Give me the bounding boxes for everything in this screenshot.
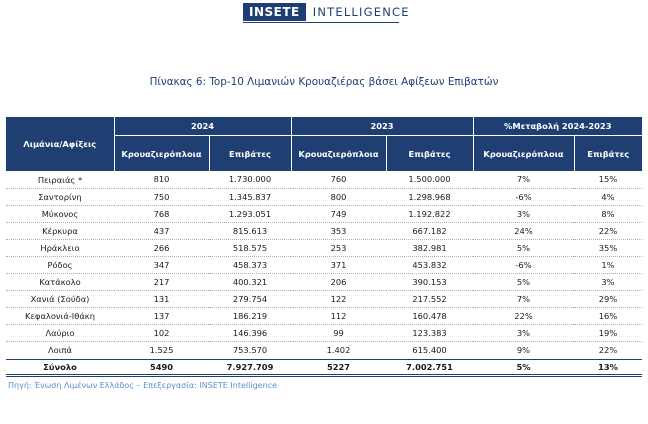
ships-2024-cell: 102 [114, 325, 209, 342]
passengers-2023-cell: 1.500.000 [386, 171, 473, 188]
group-header-change: %Μεταβολή 2024-2023 [473, 117, 642, 136]
ships-2024-cell: 750 [114, 188, 209, 205]
total-ships-change-cell: 5% [473, 359, 574, 375]
table-row [6, 222, 642, 239]
ships-2024-cell: 347 [114, 256, 209, 273]
passengers-change-cell: 22% [574, 222, 642, 239]
passengers-change-cell: 8% [574, 205, 642, 222]
ships-change-cell: 5% [473, 274, 574, 291]
table-row [6, 171, 642, 188]
ships-2023-cell: 749 [291, 205, 386, 222]
table-row [6, 256, 642, 273]
port-name-cell: Λαύριο [6, 325, 114, 342]
ships-2024-cell: 266 [114, 239, 209, 256]
ships-2024-cell: 810 [114, 171, 209, 188]
passengers-2023-cell: 390.153 [386, 274, 473, 291]
subheader-passengers-2023: Επιβάτες [386, 136, 473, 172]
table-row [6, 188, 642, 205]
ships-2023-cell: 371 [291, 256, 386, 273]
subheader-ships-change: Κρουαζιερόπλοια [473, 136, 574, 172]
insete-logo [243, 3, 410, 21]
logo-underline [243, 22, 399, 23]
port-name-cell: Χανιά (Σούδα) [6, 291, 114, 308]
passengers-2024-cell: 753.570 [209, 342, 291, 359]
passengers-2024-cell: 1.345.837 [209, 188, 291, 205]
ships-2024-cell: 217 [114, 274, 209, 291]
ships-change-cell: 22% [473, 308, 574, 325]
table-row [6, 274, 642, 291]
subheader-passengers-2024: Επιβάτες [209, 136, 291, 172]
group-header-2023: 2023 [291, 117, 473, 136]
ships-change-cell: 3% [473, 325, 574, 342]
total-port-name-cell: Σύνολο [6, 359, 114, 375]
ships-change-cell: -6% [473, 256, 574, 273]
ships-change-cell: 3% [473, 205, 574, 222]
cruise-ports-table [6, 117, 642, 377]
table-row [6, 205, 642, 222]
passengers-2024-cell: 815.613 [209, 222, 291, 239]
passengers-change-cell: 29% [574, 291, 642, 308]
passengers-change-cell: 22% [574, 342, 642, 359]
passengers-2024-cell: 458.373 [209, 256, 291, 273]
port-name-cell: Σαντορίνη [6, 188, 114, 205]
total-passengers-2024-cell: 7.927.709 [209, 359, 291, 375]
ships-2023-cell: 122 [291, 291, 386, 308]
subheader-ships-2023: Κρουαζιερόπλοια [291, 136, 386, 172]
ships-2023-cell: 253 [291, 239, 386, 256]
port-name-cell: Ρόδος [6, 256, 114, 273]
group-header-2024: 2024 [114, 117, 291, 136]
port-name-cell: Ηράκλειο [6, 239, 114, 256]
ships-2023-cell: 353 [291, 222, 386, 239]
passengers-2024-cell: 518.575 [209, 239, 291, 256]
ships-2023-cell: 206 [291, 274, 386, 291]
ships-2024-cell: 131 [114, 291, 209, 308]
port-name-cell: Κέρκυρα [6, 222, 114, 239]
passengers-2023-cell: 160.478 [386, 308, 473, 325]
source-note: Πηγή: Ένωση Λιμένων Ελλάδος – Επεξεργασία: INSETE Intelligence [8, 381, 277, 390]
passengers-change-cell: 15% [574, 171, 642, 188]
passengers-2023-cell: 217.552 [386, 291, 473, 308]
ships-2024-cell: 768 [114, 205, 209, 222]
ships-2024-cell: 137 [114, 308, 209, 325]
passengers-change-cell: 1% [574, 256, 642, 273]
table-body [6, 171, 642, 375]
ships-2023-cell: 112 [291, 308, 386, 325]
total-passengers-2023-cell: 7.002.751 [386, 359, 473, 375]
subheader-passengers-change: Επιβάτες [574, 136, 642, 172]
total-passengers-change-cell: 13% [574, 359, 642, 375]
ships-change-cell: 9% [473, 342, 574, 359]
logo-word: INTELLIGENCE [312, 5, 410, 19]
table-row [6, 291, 642, 308]
passengers-2023-cell: 453.832 [386, 256, 473, 273]
ships-change-cell: 24% [473, 222, 574, 239]
passengers-2024-cell: 400.321 [209, 274, 291, 291]
passengers-change-cell: 3% [574, 274, 642, 291]
ships-2023-cell: 1.402 [291, 342, 386, 359]
port-name-cell: Κατάκολο [6, 274, 114, 291]
ships-2024-cell: 1.525 [114, 342, 209, 359]
table-row [6, 308, 642, 325]
ships-2023-cell: 800 [291, 188, 386, 205]
passengers-change-cell: 4% [574, 188, 642, 205]
total-ships-2023-cell: 5227 [291, 359, 386, 375]
passengers-2024-cell: 279.754 [209, 291, 291, 308]
ships-change-cell: -6% [473, 188, 574, 205]
ships-change-cell: 7% [473, 291, 574, 308]
table-row [6, 342, 642, 359]
subheader-ships-2024: Κρουαζιερόπλοια [114, 136, 209, 172]
table-row [6, 325, 642, 342]
passengers-2023-cell: 1.192.822 [386, 205, 473, 222]
corner-header: Λιμάνια/Αφίξεις [6, 117, 114, 171]
ships-change-cell: 7% [473, 171, 574, 188]
table-row [6, 239, 642, 256]
ships-change-cell: 5% [473, 239, 574, 256]
table-title: Πίνακας 6: Top-10 Λιμανιών Κρουαζιέρας βάσει Αφίξεων Επιβατών [149, 76, 499, 88]
passengers-change-cell: 19% [574, 325, 642, 342]
passengers-2023-cell: 615.400 [386, 342, 473, 359]
passengers-2023-cell: 123.383 [386, 325, 473, 342]
ships-2023-cell: 99 [291, 325, 386, 342]
passengers-change-cell: 16% [574, 308, 642, 325]
ships-2024-cell: 437 [114, 222, 209, 239]
passengers-2024-cell: 1.730.000 [209, 171, 291, 188]
total-row [6, 359, 642, 375]
port-name-cell: Μύκονος [6, 205, 114, 222]
port-name-cell: Λοιπά [6, 342, 114, 359]
passengers-2024-cell: 1.293.051 [209, 205, 291, 222]
passengers-change-cell: 35% [574, 239, 642, 256]
passengers-2023-cell: 382.981 [386, 239, 473, 256]
passengers-2023-cell: 667.182 [386, 222, 473, 239]
passengers-2024-cell: 146.396 [209, 325, 291, 342]
ships-2023-cell: 760 [291, 171, 386, 188]
logo-box: INSETE [243, 3, 306, 21]
passengers-2024-cell: 186.219 [209, 308, 291, 325]
passengers-2023-cell: 1.298.968 [386, 188, 473, 205]
port-name-cell: Κεφαλονιά-Ιθάκη [6, 308, 114, 325]
port-name-cell: Πειραιάς * [6, 171, 114, 188]
total-ships-2024-cell: 5490 [114, 359, 209, 375]
